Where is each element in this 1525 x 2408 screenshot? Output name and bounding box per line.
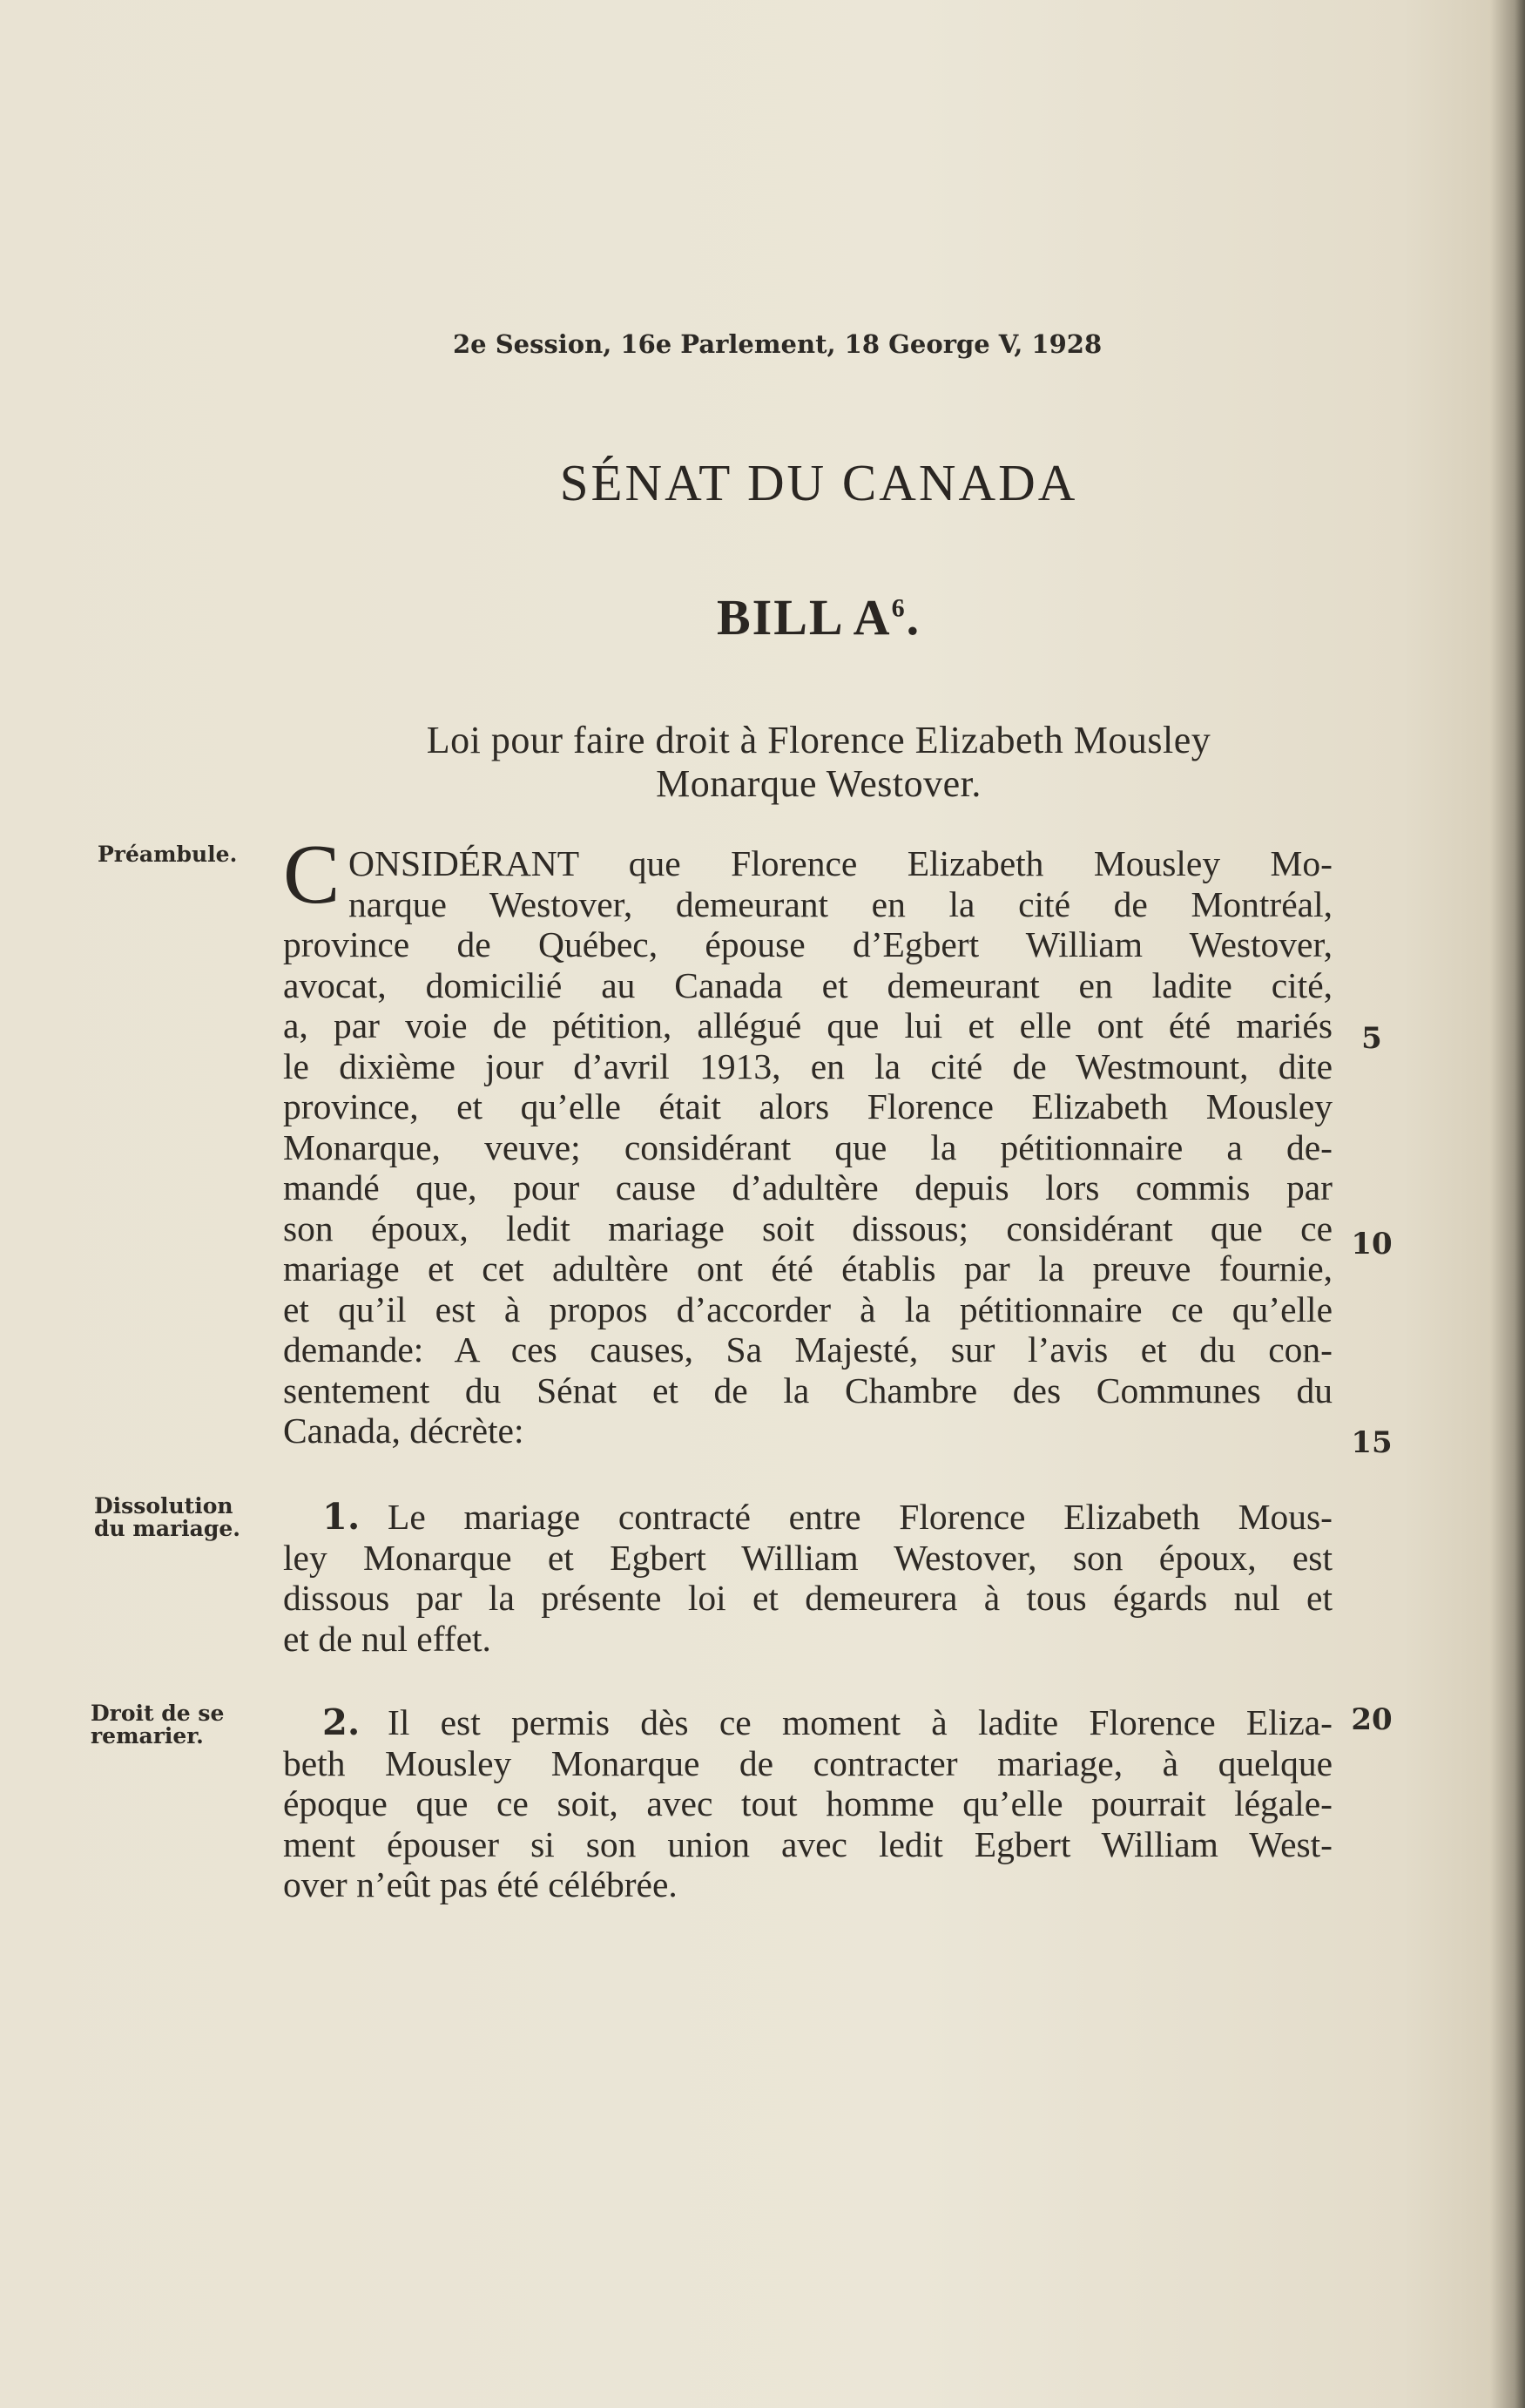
margin-note-remarry [91, 1702, 224, 1748]
text-line: avocat, domicilié au Canada et demeurant en ladite cité, [283, 964, 1333, 1005]
section-number: 1. [322, 1495, 361, 1538]
margin-note-line: Dissolution [94, 1493, 233, 1519]
text-line: ment épouser si son union avec ledit Egbert William West- [283, 1823, 1333, 1864]
text-line: époque que ce soit, avec tout homme qu’elle pourrait légale- [283, 1783, 1333, 1823]
text-line: beth Mousley Monarque de contracter mariage, à quelque [283, 1742, 1333, 1783]
bill-title [314, 719, 1324, 806]
margin-note-dissolution [94, 1495, 240, 1540]
text-line: son époux, ledit mariage soit dissous; considérant que ce [283, 1207, 1333, 1248]
page-edge-shadow [1490, 0, 1525, 2408]
bill-title-line: Loi pour faire droit à Florence Elizabeth Mousley [426, 719, 1211, 761]
session-header: 2e Session, 16e Parlement, 18 George V, 1928 [453, 329, 1103, 359]
margin-note-line: du mariage. [94, 1516, 240, 1541]
line-number: 20 [1351, 1702, 1393, 1737]
line-number: 5 [1361, 1021, 1382, 1056]
bill-label: BILL A [716, 589, 892, 646]
text-line [283, 1497, 1333, 1538]
text-line: ONSIDÉRANT que Florence Elizabeth Mousley Mo- [348, 843, 1333, 883]
text-line [283, 1702, 1333, 1743]
text-line: le dixième jour d’avril 1913, en la cité de Westmount, dite [283, 1045, 1333, 1086]
margin-note-line: remarier. [91, 1723, 204, 1749]
text-line: province de Québec, épouse d’Egbert William Westover, [283, 924, 1333, 964]
text-line-content: Le mariage contracté entre Florence Elizabeth Mous- [388, 1497, 1333, 1537]
text-line: narque Westover, demeurant en la cité de Montréal, [348, 883, 1333, 924]
text-line: Monarque, veuve; considérant que la pétitionnaire a de- [283, 1126, 1333, 1167]
text-line: sentement du Sénat et de la Chambre des Communes du [283, 1370, 1333, 1410]
line-number: 10 [1351, 1227, 1393, 1261]
bill-number [0, 588, 1525, 646]
margin-note-preamble: Préambule. [98, 842, 238, 867]
text-line: mandé que, pour cause d’adultère depuis lors commis par [283, 1167, 1333, 1207]
bill-suffix: . [906, 589, 921, 646]
section-2-paragraph [283, 1702, 1333, 1905]
text-line: ley Monarque et Egbert William Westover, son époux, est [283, 1537, 1333, 1578]
text-line: province, et qu’elle était alors Florence Elizabeth Mousley [283, 1086, 1333, 1126]
text-line: Canada, décrète: [283, 1410, 524, 1451]
text-line: et qu’il est à propos d’accorder à la pétitionnaire ce qu’elle [283, 1289, 1333, 1329]
text-line: dissous par la présente loi et demeurera à tous égards nul et [283, 1578, 1333, 1618]
text-line: a, par voie de pétition, allégué que lui et elle ont été mariés [283, 1005, 1333, 1045]
line-number: 15 [1351, 1425, 1393, 1460]
section-1-paragraph [283, 1497, 1333, 1659]
text-line: mariage et cet adultère ont été établis par la preuve fournie, [283, 1248, 1333, 1289]
preamble-paragraph [283, 843, 1333, 1451]
section-number: 2. [322, 1701, 361, 1743]
chamber-title: SÉNAT DU CANADA [559, 454, 1078, 511]
text-line: demande: A ces causes, Sa Majesté, sur l’avis et du con- [283, 1329, 1333, 1370]
bill-superscript: 6 [891, 593, 907, 623]
bill-title-line: Monarque Westover. [656, 762, 982, 805]
text-line: et de nul effet. [283, 1618, 491, 1659]
drop-cap: C [283, 828, 341, 922]
text-line: over n’eût pas été célébrée. [283, 1864, 678, 1904]
margin-note-line: Droit de se [91, 1701, 225, 1726]
text-line-content: Il est permis dès ce moment à ladite Florence Eliza- [388, 1702, 1333, 1742]
